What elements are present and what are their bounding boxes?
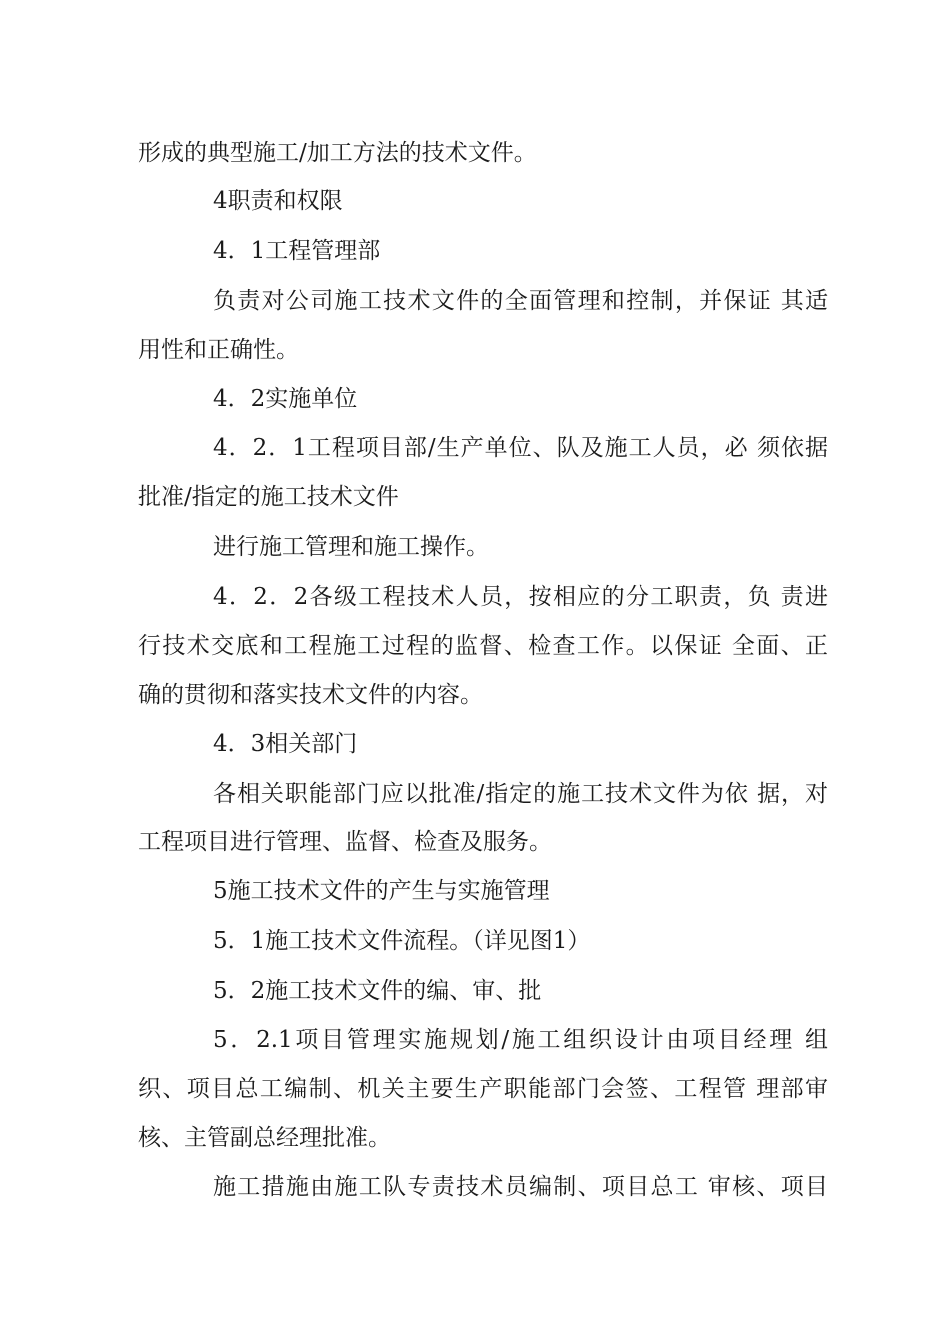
body-text-line: 确的贯彻和落实技术文件的内容。 [138, 682, 483, 708]
body-text-line: 织、项目总工编制、机关主要生产职能部门会签、工程管 理部审 [138, 1076, 828, 1102]
body-text-line: 施工措施由施工队专责技术员编制、项目总工 审核、项目 [213, 1174, 828, 1200]
body-text-line: 批准/指定的施工技术文件 [138, 484, 399, 510]
body-text-line: 5．2.1项目管理实施规划/施工组织设计由项目经理 组 [213, 1027, 828, 1053]
body-text-line: 进行施工管理和施工操作。 [213, 534, 489, 560]
body-text-line: 行技术交底和工程施工过程的监督、检查工作。以保证 全面、正 [138, 633, 828, 659]
subsection-heading: 4．1工程管理部 [213, 238, 381, 264]
subsection-heading: 5．1施工技术文件流程。（详见图1） [213, 928, 591, 954]
body-text-line: 核、主管副总经理批准。 [138, 1125, 391, 1151]
section-heading: 4职责和权限 [213, 188, 343, 214]
body-text-line: 各相关职能部门应以批准/指定的施工技术文件为依 据，对 [213, 781, 828, 807]
body-text-line: 4．2．1工程项目部/生产单位、队及施工人员，必 须依据 [213, 435, 828, 461]
body-text-line: 工程项目进行管理、监督、检查及服务。 [138, 829, 552, 855]
body-text-line: 负责对公司施工技术文件的全面管理和控制，并保证 其适 [213, 288, 828, 314]
section-heading: 5施工技术文件的产生与实施管理 [213, 878, 550, 904]
subsection-heading: 5．2施工技术文件的编、审、批 [213, 978, 542, 1004]
body-text-line: 形成的典型施工/加工方法的技术文件。 [138, 140, 537, 166]
body-text-line: 4．2．2各级工程技术人员，按相应的分工职责，负 责进 [213, 584, 828, 610]
subsection-heading: 4．3相关部门 [213, 731, 358, 757]
subsection-heading: 4．2实施单位 [213, 386, 358, 412]
body-text-line: 用性和正确性。 [138, 337, 299, 363]
